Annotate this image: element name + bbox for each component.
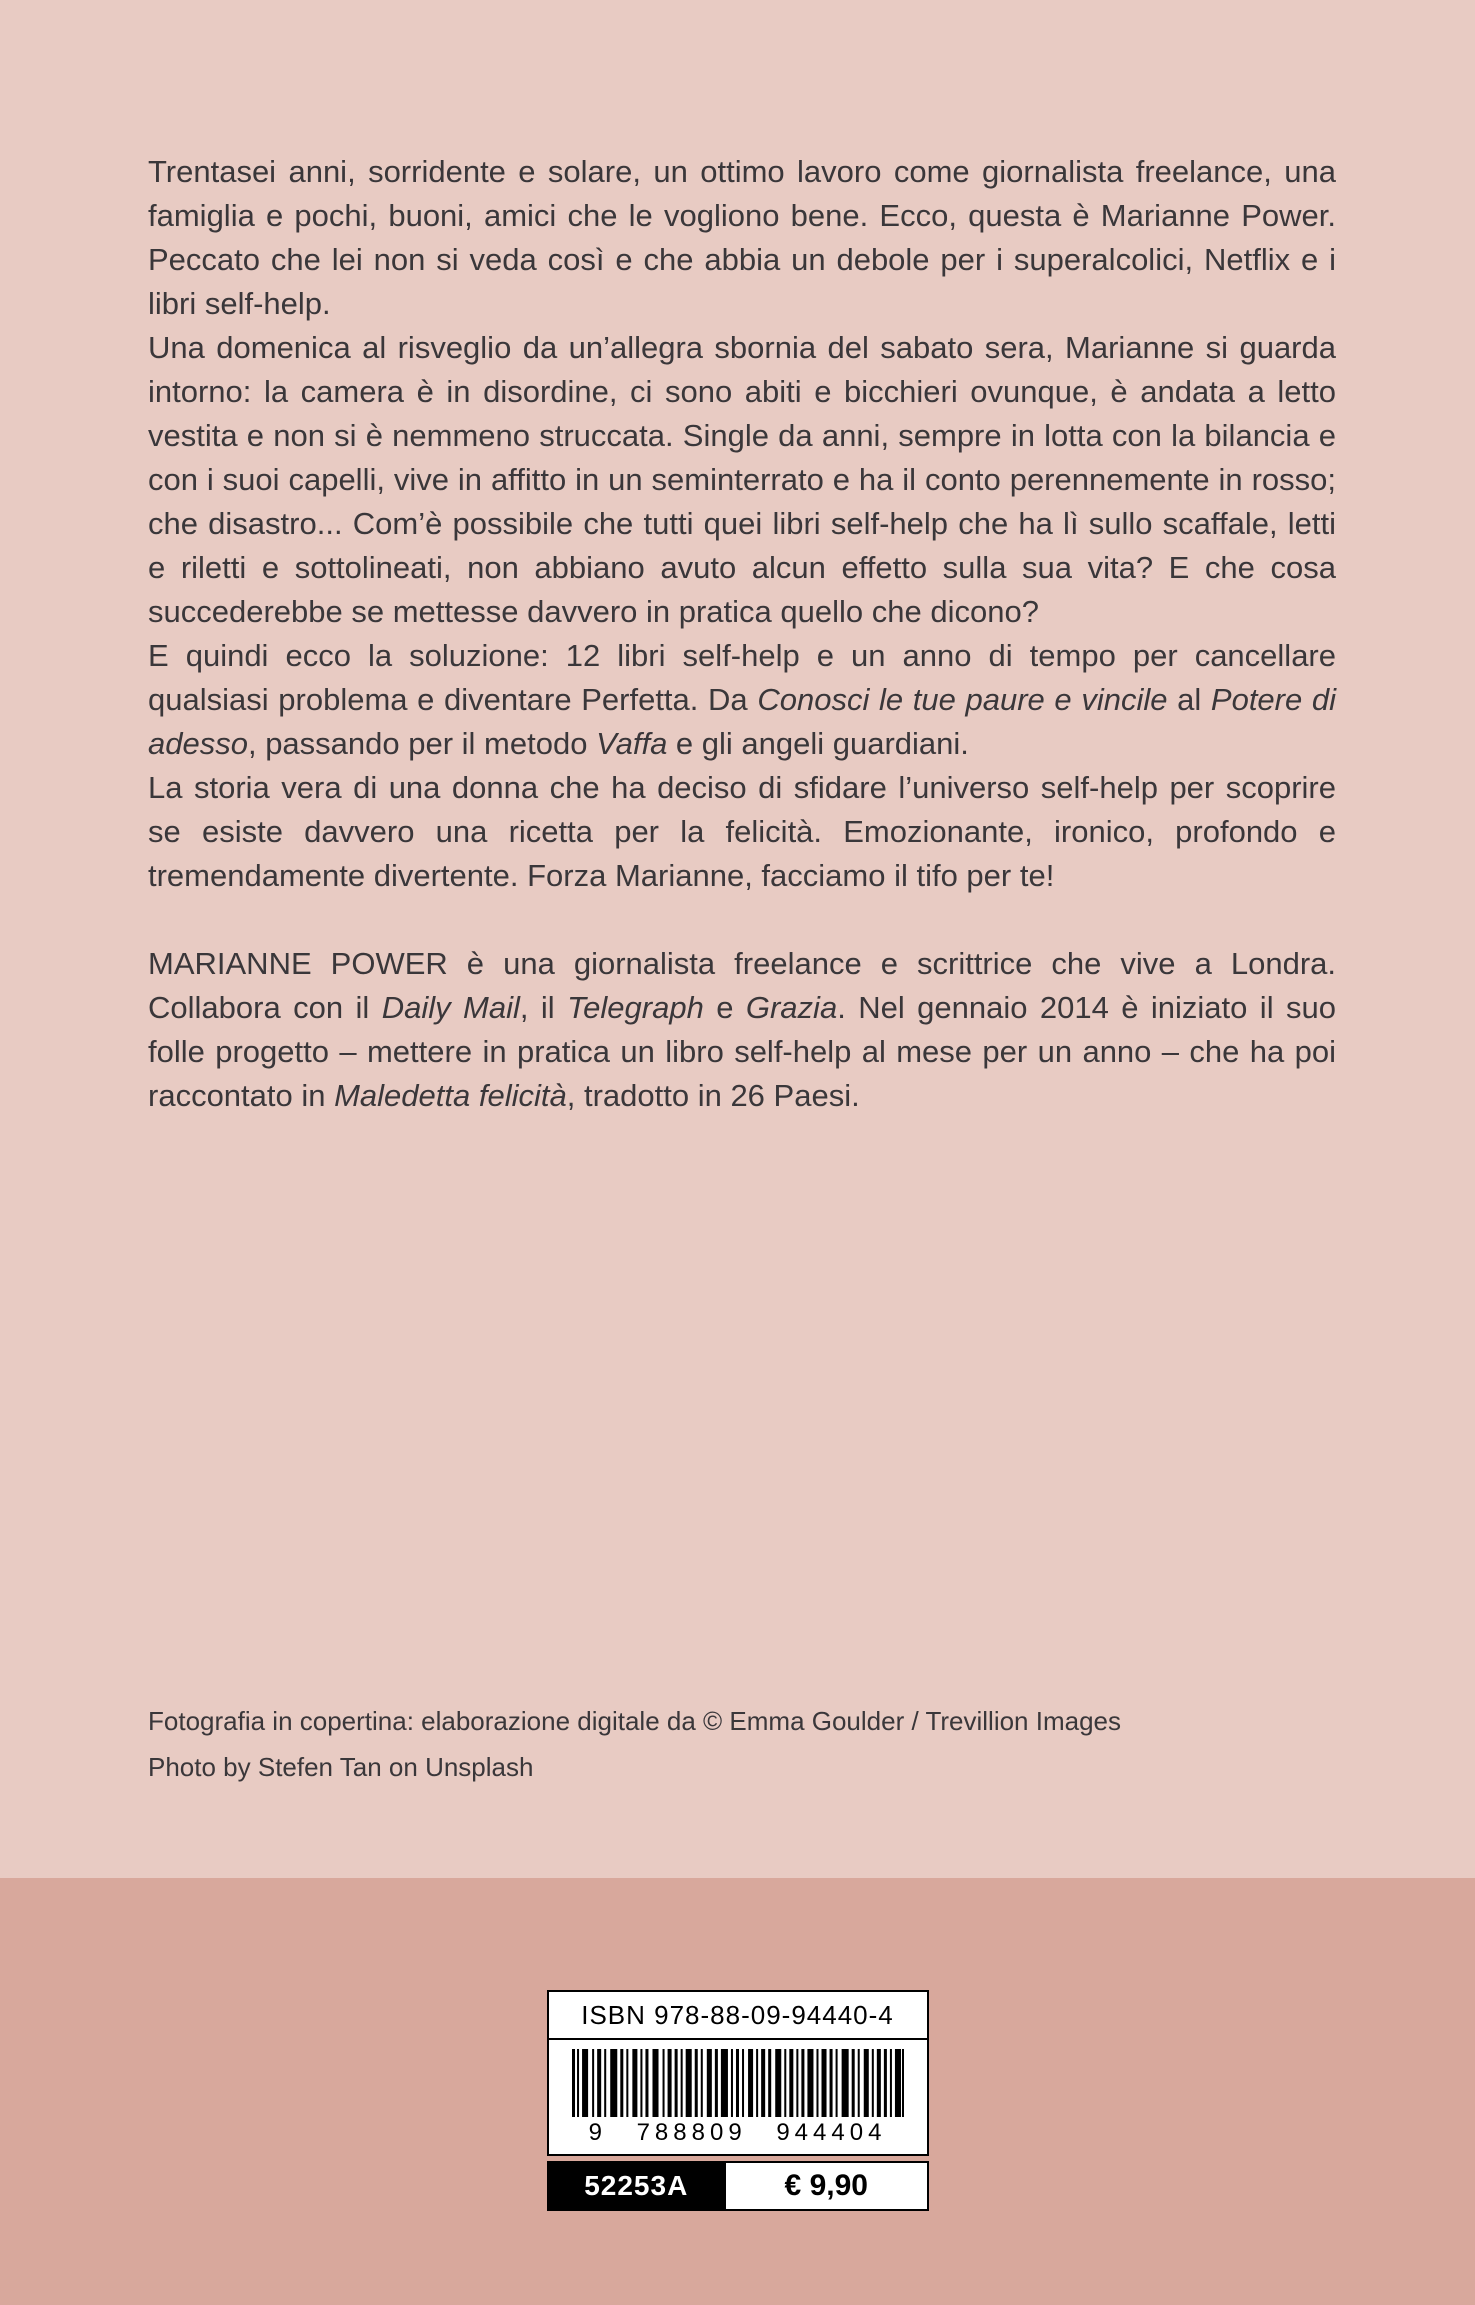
bottom-band xyxy=(0,1878,1475,2305)
credit-line-photo: Photo by Stefen Tan on Unsplash xyxy=(148,1752,534,1782)
price-row xyxy=(547,2161,929,2211)
blurb-paragraph-1: Trentasei anni, sorridente e solare, un ottimo lavoro come giornalista freelance, una famiglia e pochi, buoni, amici che le vogliono bene. Ecco, questa è Marianne Power. Peccato che lei non si veda così e che abbia un debole per i superalcolici, Netflix e i libri self-help. xyxy=(148,154,1336,321)
blurb-paragraph-4: La storia vera di una donna che ha deciso di sfidare l’universo self-help per scoprire se esiste davvero una ricetta per la felicità. Emozionante, ironico, profondo e tremendamente divertente. Forza Marianne, facciamo il tifo per te! xyxy=(148,770,1336,893)
isbn-label: ISBN 978-88-09-94440-4 xyxy=(549,1992,927,2040)
credit-line-cover: Fotografia in copertina: elaborazione digitale da © Emma Goulder / Trevillion Images xyxy=(148,1706,1121,1736)
back-cover-blurb xyxy=(148,150,1336,1118)
price-label: € 9,90 xyxy=(726,2161,928,2211)
barcode-box xyxy=(547,1990,929,2156)
blurb-paragraph-3: E quindi ecco la soluzione: 12 libri self-help e un anno di tempo per cancellare qualsiasi problema e diventare Perfetta. Da Conosci le tue paure e vincile al Potere di adesso, passando per il metodo Vaffa e gli angeli guardiani. xyxy=(148,638,1337,761)
author-bio: MARIANNE POWER è una giornalista freelance e scrittrice che vive a Londra. Collabora con il Daily Mail, il Telegraph e Grazia. Nel gennaio 2014 è iniziato il suo folle progetto – mettere in pratica un libro self-help al mese per un anno – che ha poi raccontato in Maledetta felicità, tradotto in 26 Paesi. xyxy=(148,946,1336,1113)
edition-code: 52253A xyxy=(547,2161,727,2211)
barcode-digits: 9 788809 944404 xyxy=(588,2119,887,2146)
photo-credits xyxy=(148,1698,1121,1790)
barcode-icon xyxy=(572,2049,904,2117)
blurb-paragraph-2: Una domenica al risveglio da un’allegra sbornia del sabato sera, Marianne si guarda intorno: la camera è in disordine, ci sono abiti e bicchieri ovunque, è andata a letto vestita e non si è nemmeno struccata. Single da anni, sempre in lotta con la bilancia e con i suoi capelli, vive in affitto in un seminterrato e ha il conto perennemente in rosso; che disastro... Com’è possibile che tutti quei libri self-help che ha lì sullo scaffale, letti e riletti e sottolineati, non abbiano avuto alcun effetto sulla sua vita? E che cosa succederebbe se mettesse davvero in pratica quello che dicono? xyxy=(148,330,1336,629)
